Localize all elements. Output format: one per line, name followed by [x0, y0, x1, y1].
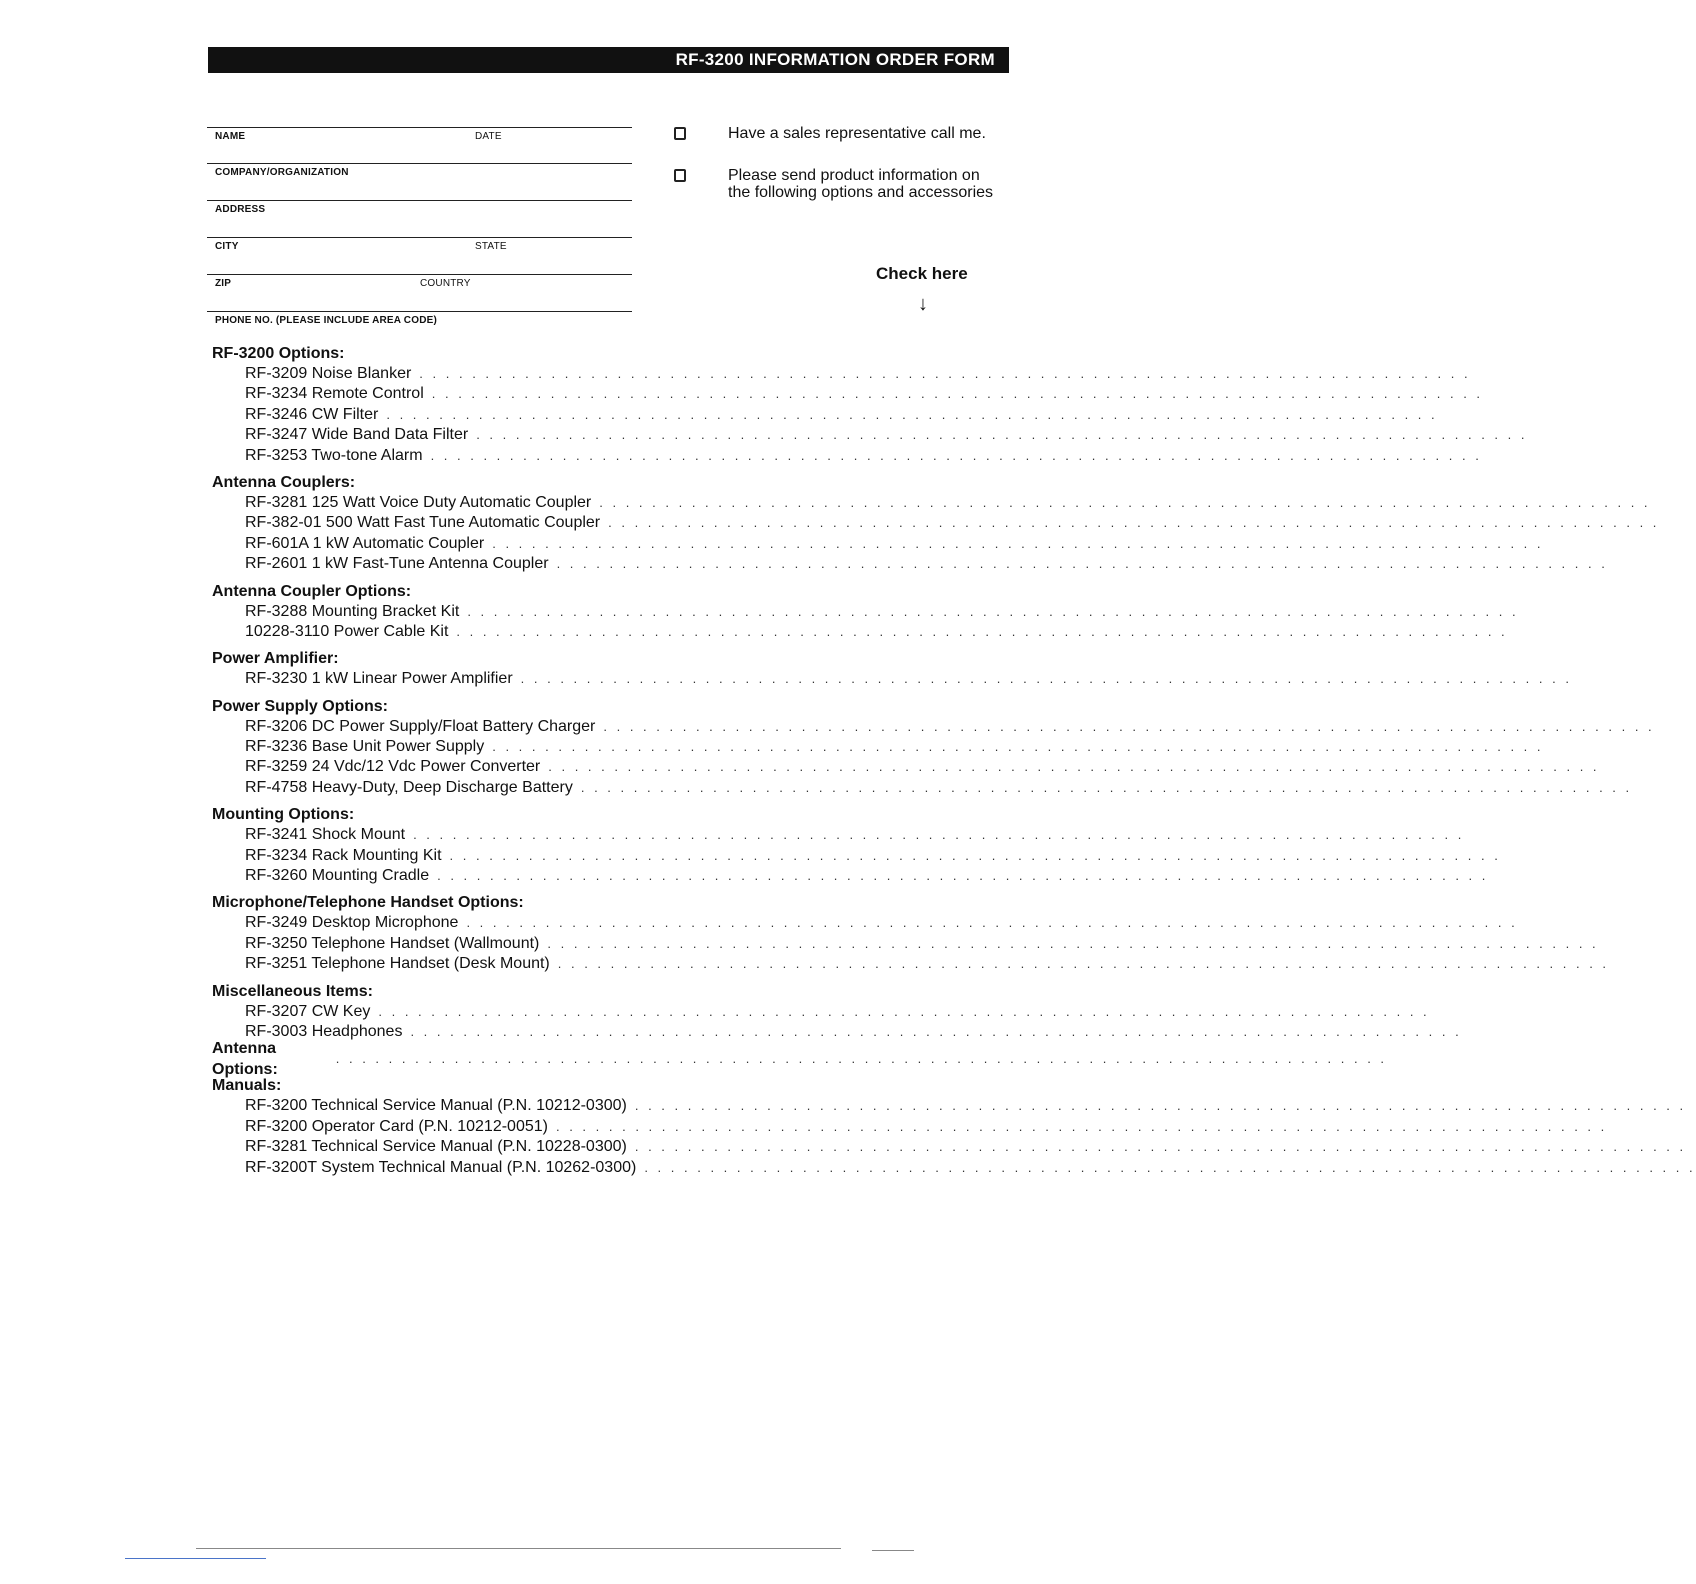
option-row [212, 954, 1610, 974]
dot-leader: . . . . . . . . . . . . . . . . . . . . . . . . . . . . . . . . . . . . . . . . . . . . . . . . . . . . . . . . . . . . . . . . . . . . . . . . . . . . . . . . [410, 1023, 1462, 1039]
option-text: RF-601A 1 kW Automatic Coupler [245, 534, 485, 552]
company-label: COMPANY/ORGANIZATION [215, 167, 349, 178]
bottom-divider-short [872, 1550, 914, 1551]
sales-call-text: Have a sales representative call me. [728, 125, 986, 142]
dot-leader: . . . . . . . . . . . . . . . . . . . . . . . . . . . . . . . . . . . . . . . . . . . . . . . . . . . . . . . . . . . . . . . . . . . . . . . . . . . . . . . . [476, 427, 1528, 443]
option-row [212, 866, 1489, 886]
dot-leader: . . . . . . . . . . . . . . . . . . . . . . . . . . . . . . . . . . . . . . . . . . . . . . . . . . . . . . . . . . . . . . . . . . . . . . . . . . . . . . . . [644, 1159, 1696, 1175]
option-text: RF-3250 Telephone Handset (Wallmount) [245, 934, 540, 952]
option-text: 10228-3110 Power Cable Kit [245, 622, 449, 640]
dot-leader: . . . . . . . . . . . . . . . . . . . . . . . . . . . . . . . . . . . . . . . . . . . . . . . . . . . . . . . . . . . . . . . . . . . . . . . . . . . . . . . . [520, 671, 1572, 687]
dot-leader: . . . . . . . . . . . . . . . . . . . . . . . . . . . . . . . . . . . . . . . . . . . . . . . . . . . . . . . . . . . . . . . . . . . . . . . . . . . . . . . . [467, 603, 1519, 619]
dot-leader: . . . . . . . . . . . . . . . . . . . . . . . . . . . . . . . . . . . . . . . . . . . . . . . . . . . . . . . . . . . . . . . . . . . . . . . . . . . . . . . . [419, 366, 1471, 381]
dot-leader: . . . . . . . . . . . . . . . . . . . . . . . . . . . . . . . . . . . . . . . . . . . . . . . . . . . . . . . . . . . . . . . . . . . . . . . . . . . . . . . . [492, 739, 1544, 755]
option-text: RF-3281 Technical Service Manual (P.N. 10228-0300) [245, 1138, 627, 1156]
zip-label: ZIP [215, 278, 232, 289]
city-label: CITY [215, 241, 239, 252]
catalog-section [212, 472, 1660, 575]
option-text: RF-3288 Mounting Bracket Kit [245, 602, 460, 620]
option-text: RF-3249 Desktop Microphone [245, 914, 459, 932]
phone-label: PHONE NO. (PLEASE INCLUDE AREA CODE) [215, 315, 438, 326]
option-row [212, 1022, 1462, 1042]
section-title [212, 581, 1012, 602]
option-row [212, 913, 1518, 933]
dot-leader: . . . . . . . . . . . . . . . . . . . . . . . . . . . . . . . . . . . . . . . . . . . . . . . . . . . . . . . . . . . . . . . . . . . . . . . . . . . . . . . . [492, 535, 1544, 551]
option-text: RF-3207 CW Key [245, 1002, 371, 1020]
section-title [212, 1039, 1388, 1078]
option-text: RF-3259 24 Vdc/12 Vdc Power Converter [245, 758, 541, 776]
dot-leader: . . . . . . . . . . . . . . . . . . . . . . . . . . . . . . . . . . . . . . . . . . . . . . . . . . . . . . . . . . . . . . . . . . . . . . . . . . . . . . . . [557, 956, 1610, 972]
dot-leader: . . . . . . . . . . . . . . . . . . . . . . . . . . . . . . . . . . . . . . . . . . . . . . . . . . . . . . . . . . . . . . . . . . . . . . . . . . . . . . . . [430, 447, 1482, 463]
state-label: STATE [475, 241, 507, 252]
section-title-text: Miscellaneous Items: [212, 982, 373, 1000]
country-label: COUNTRY [420, 278, 471, 289]
option-text: RF-3251 Telephone Handset (Desk Mount) [245, 955, 550, 973]
dot-leader: . . . . . . . . . . . . . . . . . . . . . . . . . . . . . . . . . . . . . . . . . . . . . . . . . . . . . . . . . . . . . . . . . . . . . . . . . . . . . . . . [449, 847, 1501, 863]
option-text: RF-3247 Wide Band Data Filter [245, 426, 469, 444]
option-text: RF-382-01 500 Watt Fast Tune Automatic Coupler [245, 514, 601, 532]
dot-leader: . . . . . . . . . . . . . . . . . . . . . . . . . . . . . . . . . . . . . . . . . . . . . . . . . . . . . . . . . . . . . . . . . . . . . . . . . . . . . . . . [378, 1003, 1430, 1019]
option-text: RF-3200 Technical Service Manual (P.N. 10212-0300) [245, 1097, 627, 1115]
name-label: NAME [215, 131, 246, 142]
section-title-text: Manuals: [212, 1077, 282, 1095]
option-text: RF-3003 Headphones [245, 1022, 403, 1040]
section-title [212, 804, 1012, 825]
section-title [212, 1075, 1012, 1096]
option-row [212, 513, 1660, 533]
section-title-text: Antenna Coupler Options: [212, 582, 412, 600]
option-row [212, 846, 1501, 866]
option-row [212, 825, 1465, 845]
option-row [212, 1096, 1687, 1116]
option-row [212, 554, 1608, 574]
option-row [212, 717, 1655, 737]
option-row [212, 446, 1482, 466]
option-text: RF-4758 Heavy-Duty, Deep Discharge Battery [245, 778, 573, 796]
product-info-checkbox[interactable] [674, 169, 686, 182]
option-row [212, 405, 1438, 425]
option-row [212, 384, 1484, 404]
option-text: RF-3206 DC Power Supply/Float Battery Charger [245, 717, 596, 735]
dot-leader: . . . . . . . . . . . . . . . . . . . . . . . . . . . . . . . . . . . . . . . . . . . . . . . . . . . . . . . . . . . . . . . . . . . . . . . . . . . . . . . . [466, 915, 1518, 931]
option-row [212, 1117, 1608, 1137]
option-text: RF-3234 Remote Control [245, 385, 424, 403]
section-title-text: Microphone/Telephone Handset Options: [212, 894, 524, 912]
section-title-text: Power Amplifier: [212, 650, 339, 668]
option-text: RF-3281 125 Watt Voice Duty Automatic Coupler [245, 493, 592, 511]
form-title: RF-3200 INFORMATION ORDER FORM [675, 50, 995, 69]
section-title-text: Antenna Options: [212, 1039, 278, 1078]
down-arrow-icon: ↓ [918, 293, 928, 315]
catalog-section [212, 1039, 1388, 1078]
dot-leader: . . . . . . . . . . . . . . . . . . . . . . . . . . . . . . . . . . . . . . . . . . . . . . . . . . . . . . . . . . . . . . . . . . . . . . . . . . . . . . . . [603, 718, 1655, 734]
option-row [212, 622, 1508, 642]
dot-leader: . . . . . . . . . . . . . . . . . . . . . . . . . . . . . . . . . . . . . . . . . . . . . . . . . . . . . . . . . . . . . . . . . . . . . . . . . . . . . . . . [580, 779, 1633, 795]
option-row [212, 669, 1572, 689]
catalog-section [212, 648, 1572, 689]
option-text: RF-3209 Noise Blanker [245, 365, 412, 382]
name-date-field[interactable] [207, 127, 632, 142]
option-row [212, 1137, 1687, 1157]
dot-leader: . . . . . . . . . . . . . . . . . . . . . . . . . . . . . . . . . . . . . . . . . . . . . . . . . . . . . . . . . . . . . . . . . . . . . . . . . . . . . . . . [634, 1098, 1687, 1114]
form-title-banner [208, 47, 1009, 73]
dot-leader: . . . . . . . . . . . . . . . . . . . . . . . . . . . . . . . . . . . . . . . . . . . . . . . . . . . . . . . . . . . . . . . . . . . . . . . . . . . . . . . . [555, 1118, 1608, 1134]
dot-leader: . . . . . . . . . . . . . . . . . . . . . . . . . . . . . . . . . . . . . . . . . . . . . . . . . . . . . . . . . . . . . . . . . . . . . . . . . . . . . . . . [386, 406, 1438, 422]
dot-leader: . . . . . . . . . . . . . . . . . . . . . . . . . . . . . . . . . . . . . . . . . . . . . . . . . . . . . . . . . . . . . . . . . . . . . . . . . . . . . . . . [335, 1051, 1388, 1067]
dot-leader: . . . . . . . . . . . . . . . . . . . . . . . . . . . . . . . . . . . . . . . . . . . . . . . . . . . . . . . . . . . . . . . . . . . . . . . . . . . . . . . . [456, 623, 1508, 639]
catalog-section [212, 1075, 1696, 1178]
option-text: RF-3230 1 kW Linear Power Amplifier [245, 670, 513, 688]
dot-leader: . . . . . . . . . . . . . . . . . . . . . . . . . . . . . . . . . . . . . . . . . . . . . . . . . . . . . . . . . . . . . . . . . . . . . . . . . . . . . . . . [413, 827, 1465, 843]
catalog-section [212, 804, 1501, 886]
section-title [212, 981, 1012, 1002]
section-title [212, 648, 1012, 669]
address-field[interactable] [207, 200, 632, 215]
catalog-section [212, 981, 1462, 1043]
option-text: RF-3200 Operator Card (P.N. 10212-0051) [245, 1117, 548, 1135]
section-title-text: Power Supply Options: [212, 697, 389, 715]
option-text: RF-3260 Mounting Cradle [245, 867, 430, 885]
option-row [212, 757, 1600, 777]
option-text: RF-3234 Rack Mounting Kit [245, 846, 442, 864]
option-text: RF-2601 1 kW Fast-Tune Antenna Coupler [245, 555, 549, 573]
option-row [212, 364, 1471, 384]
option-text: RF-3236 Base Unit Power Supply [245, 738, 485, 756]
dot-leader: . . . . . . . . . . . . . . . . . . . . . . . . . . . . . . . . . . . . . . . . . . . . . . . . . . . . . . . . . . . . . . . . . . . . . . . . . . . . . . . . [437, 868, 1489, 884]
option-row [212, 493, 1651, 513]
catalog-section [212, 696, 1655, 799]
section-title-text: Mounting Options: [212, 806, 355, 824]
catalog-section [212, 343, 1528, 466]
city-state-field[interactable] [207, 237, 632, 252]
section-title [212, 472, 1012, 493]
phone-field[interactable] [207, 311, 632, 326]
option-row [212, 1002, 1430, 1022]
sales-call-checkbox[interactable] [674, 127, 686, 140]
dot-leader: . . . . . . . . . . . . . . . . . . . . . . . . . . . . . . . . . . . . . . . . . . . . . . . . . . . . . . . . . . . . . . . . . . . . . . . . . . . . . . . . [634, 1139, 1687, 1155]
section-title [212, 343, 1012, 364]
dot-leader: . . . . . . . . . . . . . . . . . . . . . . . . . . . . . . . . . . . . . . . . . . . . . . . . . . . . . . . . . . . . . . . . . . . . . . . . . . . . . . . . [608, 515, 1660, 531]
dot-leader: . . . . . . . . . . . . . . . . . . . . . . . . . . . . . . . . . . . . . . . . . . . . . . . . . . . . . . . . . . . . . . . . . . . . . . . . . . . . . . . . [431, 386, 1484, 402]
dot-leader: . . . . . . . . . . . . . . . . . . . . . . . . . . . . . . . . . . . . . . . . . . . . . . . . . . . . . . . . . . . . . . . . . . . . . . . . . . . . . . . . [556, 556, 1608, 572]
catalog-section [212, 581, 1519, 643]
option-text: RF-3200T System Technical Manual (P.N. 10262-0300) [245, 1158, 637, 1176]
section-title-text: Antenna Couplers: [212, 473, 356, 491]
date-label: DATE [475, 131, 502, 142]
section-title-text: RF-3200 Options: [212, 345, 345, 362]
dot-leader: . . . . . . . . . . . . . . . . . . . . . . . . . . . . . . . . . . . . . . . . . . . . . . . . . . . . . . . . . . . . . . . . . . . . . . . . . . . . . . . . [599, 494, 1651, 510]
zip-country-field[interactable] [207, 274, 632, 289]
options-catalog [212, 343, 1696, 1184]
dot-leader: . . . . . . . . . . . . . . . . . . . . . . . . . . . . . . . . . . . . . . . . . . . . . . . . . . . . . . . . . . . . . . . . . . . . . . . . . . . . . . . . [547, 935, 1599, 951]
address-label: ADDRESS [215, 204, 266, 215]
option-row [212, 534, 1544, 554]
section-title [212, 696, 1012, 717]
check-here-label: Check here [876, 264, 968, 283]
footer-rule [125, 1558, 266, 1559]
option-row [212, 602, 1519, 622]
bottom-divider [196, 1548, 841, 1549]
option-row [212, 778, 1633, 798]
option-text: RF-3253 Two-tone Alarm [245, 446, 423, 464]
option-row [212, 737, 1544, 757]
catalog-section [212, 892, 1610, 974]
dot-leader: . . . . . . . . . . . . . . . . . . . . . . . . . . . . . . . . . . . . . . . . . . . . . . . . . . . . . . . . . . . . . . . . . . . . . . . . . . . . . . . . [548, 759, 1600, 775]
option-text: RF-3246 CW Filter [245, 405, 379, 423]
option-row [212, 1158, 1696, 1178]
option-row [212, 934, 1599, 954]
section-title [212, 892, 1012, 913]
product-info-text: Please send product information on the following options and accessories [728, 167, 994, 201]
company-field[interactable] [207, 163, 632, 178]
option-row [212, 425, 1528, 445]
option-text: RF-3241 Shock Mount [245, 826, 406, 844]
